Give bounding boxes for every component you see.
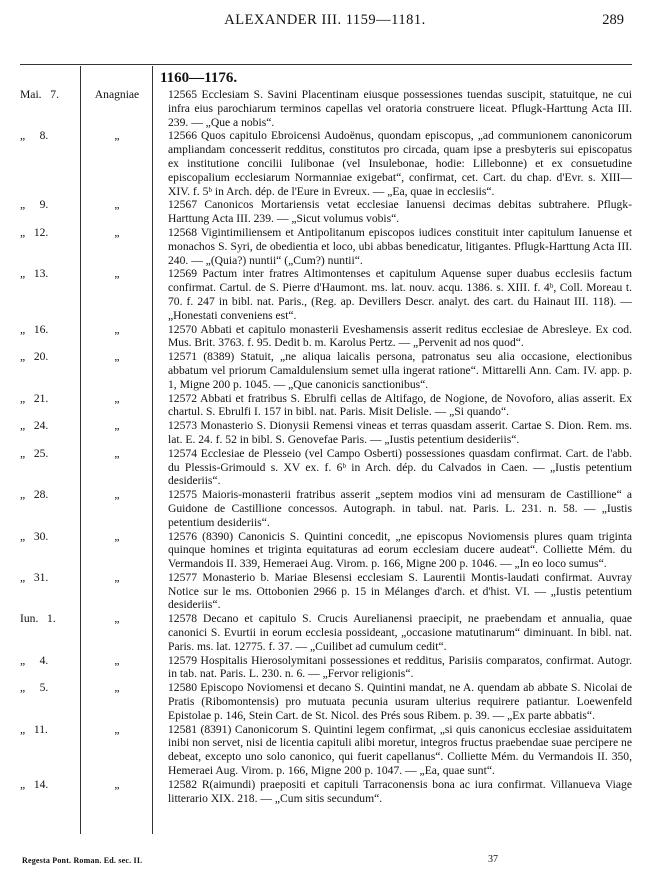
entry-text: 12569 Pactum inter fratres Altimontenses et capitulum Aquense super duabus ecclesiis factum confirmat. Cartul. de S. Pierre d'Haumont. ms. lat. nouv. acqu. 1386. s. XIII. f. 4ᵇ, Coll. Moreau t. 70. f. 247 in bibl. nat. Paris., (Reg. ap. Devillers Descr. analyt. des cart. du Hainaut III. 118). — „Honestati conveniens est“. — [168, 267, 632, 322]
entry-text: 12573 Monasterio S. Dionysii Remensi vineas et terras quasdam asserit. Cartae S. Dion. Rem. ms. lat. E. 24. f. 52 in bibl. S. Genovefae Paris. — „Iustis petentium desideriis“. — [168, 419, 632, 446]
entry-text: 12567 Canonicos Mortariensis vetat ecclesiae Ianuensi decimas debitas subtrahere. Pflugk-Harttung Acta III. 239. — „Sicut volumus vobis“. — [168, 198, 632, 226]
entry-place: „ — [114, 350, 120, 364]
entry-date: „ 28. — [20, 488, 49, 502]
entry-date: Iun. 1. — [20, 612, 56, 626]
entry-text: 12565 Ecclesiam S. Savini Placentinam eiusque possessiones tuendas suscipit, statuitque, ne cui infra eius parochiarum terminos capellas vel oratoria construere liceat. Pflugk-Harttung Acta III. 239. — „Que a nobis“. — [168, 88, 632, 129]
entry-date: „ 24. — [20, 419, 49, 433]
entry-place: „ — [114, 681, 120, 695]
entry-date: „ 25. — [20, 446, 49, 460]
entry-text: 12572 Abbati et fratribus S. Ebrulfi cellas de Altifago, de Nogione, de Novoforo, alias asserit. Ex chartul. S. Ebrulfi I. 157 in bibl. nat. Paris. Misit Delisle. — „Si quando“. — [168, 391, 632, 419]
entry-place: Anagniae — [94, 88, 140, 101]
entry-place: „ — [114, 129, 120, 143]
entry-place: „ — [114, 653, 120, 667]
regesta-entry — [20, 129, 632, 198]
regesta-entry — [20, 488, 632, 529]
entry-place: „ — [114, 267, 120, 281]
entry-place: „ — [114, 722, 120, 736]
entry-text: 12577 Monasterio b. Mariae Blesensi ecclesiam S. Laurentii Montis-laudati confirmat. Auvray Notice sur le ms. Ottobonien 2966 p. 15 in Mélanges d'arch. et d'hist. VI. — „Iustis petentium desideriis“. — [168, 570, 632, 612]
entry-date: „ 8. — [20, 129, 49, 143]
entry-text: 12566 Quos capitulo Ebroicensi Audoënus, quondam episcopus, „ad communionem canonicorum ampliandam concesserit redditus, constitutos pro circada, quam ipse a presbyteris sui episcopatus ex institutione concilii Iulibonae (vel Insulebonae, hodie: Lillebonne) et ex consuetudine episcopalium ecclesiarum Normanniae exigebat“, confirmat, cet. Cart. du chap. d'Evr. s. XIII—XIV. f. 5ᵇ in Arch. dép. de l'Eure in Evreux. — „Ea, quae in ecclesiis“. — [168, 129, 632, 198]
regesta-entry — [20, 226, 632, 267]
entry-text: 12578 Decano et capitulo S. Crucis Aurelianensi praecipit, ne praebendam et annualia, quae canonici S. Evurtii in eorum ecclesia possideant, „occasione matutinarum“ diminuant. In bibl. nat. Paris. ms. lat. 12775. f. 37. — „Cuilibet ad cumulum cedit“. — [168, 612, 632, 653]
entry-place: „ — [114, 322, 120, 336]
entry-date: „ 14. — [20, 777, 49, 791]
running-title: ALEXANDER III. 1159—1181. — [224, 12, 426, 28]
entry-text: 12570 Abbati et capitulo monasterii Eveshamensis asserit reditus ecclesiae de Abresleye. Ex cod. Mus. Brit. 3763. f. 95. Dedit b. m. Karolus Pertz. — „Pervenit ad nos quod“. — [168, 322, 632, 350]
regesta-entry — [20, 419, 632, 447]
header-rule — [20, 64, 632, 65]
regesta-entry — [20, 778, 632, 806]
entry-date: „ 21. — [20, 391, 49, 405]
regesta-entry — [20, 654, 632, 682]
page-number: 289 — [602, 12, 624, 28]
regesta-entry — [20, 723, 632, 778]
entry-place: „ — [114, 446, 120, 460]
entry-text: 12575 Maioris-monasterii fratribus asserit „septem modios vini ad mensuram de Castillione“ a Guidone de Castillione concessos. Autograph. in tabul. nat. Paris. L. 231. n. 58. — „Iustis petentium desideriis“. — [168, 488, 632, 529]
regesta-entry — [20, 88, 632, 129]
regesta-entries — [20, 88, 632, 805]
regesta-entry — [20, 571, 632, 612]
entry-date: „ 12. — [20, 225, 49, 239]
entry-date: Mai. 7. — [20, 88, 59, 101]
entry-text: 12581 (8391) Canonicorum S. Quintini legem confirmat, „si quis canonicus ecclesiae assiduitatem inibi non servet, nisi de licentia capituli alibi moretur, integros fructus praebendae suae percipere ne debeat, excepto uno solo canonico, qui fuerit capellanus“. Colliette Mém. du Vermandois II. 350, Hemeraei Aug. Virom. p. 166, Migne 200 p. 1047. — „Ea, quae sunt“. — [168, 722, 632, 778]
entry-date: „ 13. — [20, 267, 49, 281]
sheet-signature: 37 — [488, 854, 498, 865]
entry-date: „ 20. — [20, 350, 49, 364]
page-header — [0, 12, 650, 34]
entry-place: „ — [114, 419, 120, 433]
regesta-entry — [20, 267, 632, 322]
regesta-entry — [20, 392, 632, 420]
entry-text: 12568 Vigintimiliensem et Antipolitanum episcopos iudices constituit inter capitulum Ianuense et monachos S. Syri, de obedientia et loco, ubi abbas benedicatur, litigantes. Pflugk-Harttung Acta III. 240. — „(Quia?) nuntii“ („Cum?) nuntii“. — [168, 225, 632, 267]
entry-date: „ 9. — [20, 198, 49, 212]
entry-date: „ 30. — [20, 529, 49, 543]
regesta-entry — [20, 447, 632, 488]
entry-text: 12579 Hospitalis Hierosolymitani possessiones et redditus, Parisiis comparatos, confirmat. Autogr. in tab. nat. Paris. L. 230. n. 6. — „Fervor religionis“. — [168, 653, 632, 681]
entry-text: 12576 (8390) Canonicis S. Quintini concedit, „ne episcopus Noviomensis plures quam triginta quinque homines et triginta equitaturas ad eorum ecclesiam ducere audeat“. Colliette Mém. du Vermandois II. 339, Hemeraei Aug. Virom. p. 166, Migne 200 p. 1046. — „In eo loco sumus“. — [168, 529, 632, 571]
entry-place: „ — [114, 225, 120, 239]
entry-date: „ 31. — [20, 570, 49, 584]
regesta-entry — [20, 198, 632, 226]
entry-place: „ — [114, 529, 120, 543]
entry-place: „ — [114, 612, 120, 626]
regesta-entry — [20, 612, 632, 653]
entry-text: 12571 (8389) Statuit, „ne aliqua laicalis persona, patronatus seu alia occasione, electionibus abbatum vel priorum Camaldulensium semet ulla ingerat ratione“. Mittarelli Ann. Cam. IV. app. p. 1, Migne 200 p. 1045. — „Que canonicis sanctionibus“. — [168, 350, 632, 391]
entry-date: „ 16. — [20, 322, 49, 336]
entry-text: 12574 Ecclesiae de Plesseio (vel Campo Osberti) possessiones quasdam confirmat. Cart. de l'abb. du Plessis-Grimould s. XV ex. f. 6ᵇ in Arch. dép. du Calvados in Caen. — „Iustis petentium desideriis“. — [168, 446, 632, 488]
entry-place: „ — [114, 570, 120, 584]
entry-text: 12580 Episcopo Noviomensi et decano S. Quintini mandat, ne A. quendam ab abbate S. Nicolai de Pratis (Ribomontensis) pro mutuata pecunia usuram ulterius requirere patiantur. Loewenfeld Epistolae p. 146, Stein Cart. de St. Nicol. des Prés sous Ribem. p. 39. — „Ex parte abbatis“. — [168, 681, 632, 722]
regesta-entry — [20, 323, 632, 351]
entry-date: „ 5. — [20, 681, 49, 695]
period-heading: 1160—1176. — [160, 70, 238, 86]
entry-date: „ 11. — [20, 722, 48, 736]
entry-place: „ — [114, 391, 120, 405]
regesta-entry — [20, 350, 632, 391]
entry-place: „ — [114, 777, 120, 791]
regesta-entry — [20, 681, 632, 722]
entry-text: 12582 R(aimundi) praepositi et capituli Tarraconensis bona ac iura confirmat. Villanueva Viage litterario XIX. 218. — „Cum sitis secundum“. — [168, 777, 632, 805]
footer-signature-line: Regesta Pont. Roman. Ed. sec. II. — [22, 856, 143, 865]
entry-place: „ — [114, 488, 120, 502]
entry-place: „ — [114, 198, 120, 212]
entry-date: „ 4. — [20, 653, 49, 667]
regesta-entry — [20, 530, 632, 571]
